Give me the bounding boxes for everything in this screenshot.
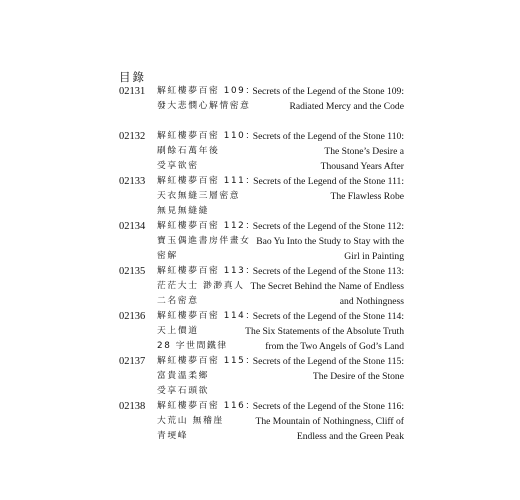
entry-chinese-line: 二名密意	[157, 296, 199, 306]
entry-number: 02134	[119, 221, 146, 232]
entry-chinese-line: 解紅樓夢百密 114：	[157, 311, 256, 321]
entry-chinese-line: 茫茫大士 渺渺真人	[157, 281, 245, 291]
toc-list	[0, 84, 520, 444]
toc-entry	[0, 174, 520, 219]
entry-english-line: Secrets of the Legend of the Stone 110:	[252, 131, 404, 142]
entry-english-line: Secrets of the Legend of the Stone 116:	[252, 401, 404, 412]
entry-title-chinese	[157, 219, 257, 264]
entry-number: 02135	[119, 266, 146, 277]
entry-chinese-line: 解紅樓夢百密 111：	[157, 176, 256, 186]
entry-english-line: Secrets of the Legend of the Stone 113:	[252, 266, 404, 277]
entry-chinese-line: 解紅樓夢百密 116：	[157, 401, 256, 411]
toc-entry	[0, 309, 520, 354]
toc-entry	[0, 354, 520, 399]
entry-chinese-line: 青埂峰	[157, 431, 189, 441]
entry-english-line: The Flawless Robe	[330, 191, 404, 202]
entry-chinese-line: 解紅樓夢百密 109：	[157, 86, 256, 96]
entry-title-english	[253, 399, 404, 444]
toc-entry	[0, 219, 520, 264]
entry-chinese-line: 天衣無縫三層密意	[157, 191, 241, 201]
entry-title-chinese	[157, 129, 257, 174]
entry-english-line: Secrets of the Legend of the Stone 114:	[252, 311, 404, 322]
entry-chinese-line: 28 字世間鐵律	[157, 341, 228, 351]
entry-english-line: Bao Yu Into the Study to Stay with the	[256, 236, 404, 247]
entry-title-chinese	[157, 309, 257, 354]
entry-title-chinese	[157, 354, 257, 399]
entry-english-line: Secrets of the Legend of the Stone 115:	[252, 356, 404, 367]
entry-english-line: The Six Statements of the Absolute Truth	[245, 326, 404, 337]
entry-number: 02132	[119, 131, 146, 142]
entry-title-english	[253, 219, 404, 264]
entry-title-english	[252, 84, 404, 114]
toc-entry	[0, 264, 520, 309]
entry-title-chinese	[157, 174, 257, 219]
entry-chinese-line: 解紅樓夢百密 115：	[157, 356, 256, 366]
entry-chinese-line: 大荒山 無稽崖	[157, 416, 224, 426]
entry-chinese-line: 寶玉偶進書房伴畫女	[157, 236, 251, 246]
entry-english-line: from the Two Angels of God’s Land	[265, 341, 404, 352]
entry-english-line: Endless and the Green Peak	[296, 431, 404, 442]
entry-chinese-line: 密解	[157, 251, 178, 261]
entry-english-line: The Stone’s Desire a	[324, 146, 404, 157]
entry-english-line: Secrets of the Legend of the Stone 111:	[253, 176, 404, 187]
entry-chinese-line: 刷餘石萬年後	[157, 146, 220, 156]
toc-entry	[0, 399, 520, 444]
entry-title-chinese	[157, 399, 257, 444]
entry-english-line: and Nothingness	[339, 296, 404, 307]
entry-chinese-line: 發大悲憫心解情密意	[157, 101, 251, 111]
entry-chinese-line: 解紅樓夢百密 110：	[157, 131, 256, 141]
entry-title-english	[253, 129, 404, 174]
entry-english-line: Radiated Mercy and the Code	[289, 101, 404, 112]
toc-entry	[0, 129, 520, 174]
entry-chinese-line: 無見無縫縫	[157, 206, 209, 216]
entry-chinese-line: 受享欲密	[157, 161, 199, 171]
entry-english-line: Girl in Painting	[344, 251, 404, 262]
entry-chinese-line: 富貴溫柔鄉	[157, 371, 209, 381]
entry-chinese-line: 解紅樓夢百密 112：	[157, 221, 256, 231]
entry-english-line: The Desire of the Stone	[312, 371, 404, 382]
entry-title-chinese	[157, 84, 257, 114]
entry-chinese-line: 受享石頭欲	[157, 386, 209, 396]
entry-number: 02137	[119, 356, 146, 367]
entry-chinese-line: 解紅樓夢百密 113：	[157, 266, 256, 276]
toc-heading: 目錄	[119, 70, 146, 84]
entry-title-english	[251, 264, 404, 309]
entry-number: 02133	[119, 176, 146, 187]
entry-number: 02138	[119, 401, 146, 412]
entry-english-line: Thousand Years After	[320, 161, 404, 172]
entry-title-chinese	[157, 264, 257, 309]
entry-title-english	[253, 174, 404, 204]
toc-entry	[0, 84, 520, 129]
entry-number: 02131	[119, 86, 146, 97]
entry-number: 02136	[119, 311, 146, 322]
entry-title-english	[245, 309, 404, 354]
entry-english-line: Secrets of the Legend of the Stone 109:	[252, 86, 404, 97]
entry-chinese-line: 天上價道	[157, 326, 199, 336]
entry-title-english	[253, 354, 404, 384]
entry-english-line: Secrets of the Legend of the Stone 112:	[252, 221, 404, 232]
entry-english-line: The Secret Behind the Name of Endless	[250, 281, 404, 292]
entry-english-line: The Mountain of Nothingness, Cliff of	[255, 416, 404, 427]
